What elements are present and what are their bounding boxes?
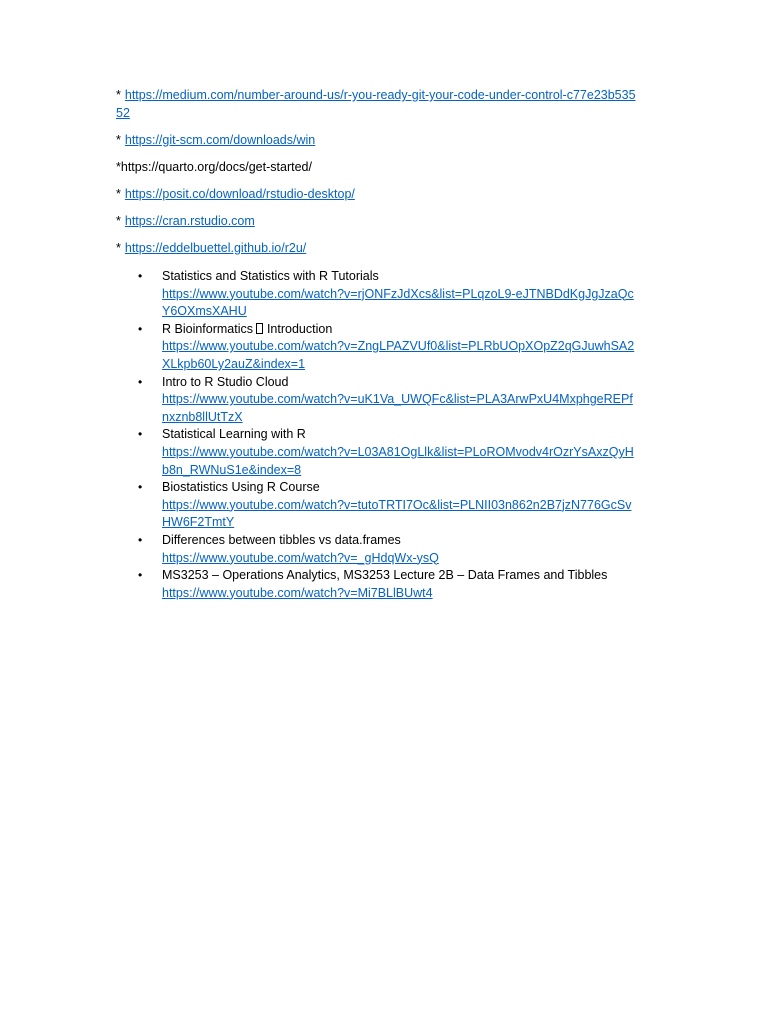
link-line-posit: [116, 186, 636, 204]
quarto-url-text: https://quarto.org/docs/get-started/: [120, 159, 312, 174]
list-item: [116, 268, 636, 321]
list-item: [116, 532, 636, 567]
bullet-icon: •: [138, 532, 143, 547]
list-item: [116, 321, 636, 374]
asterisk-prefix: *: [116, 213, 121, 228]
list-item-title: [162, 321, 636, 339]
link-eddelbuettel-r2u[interactable]: https://eddelbuettel.github.io/r2u/: [124, 240, 307, 255]
list-item-link[interactable]: https://www.youtube.com/watch?v=Mi7BLlBUwt4: [162, 585, 433, 600]
list-item-link[interactable]: https://www.youtube.com/watch?v=uK1Va_UWQFc&list=PLA3ArwPxU4MxphgeREPfnxznb8llUtTzX: [162, 392, 633, 424]
asterisk-prefix: *: [116, 240, 121, 255]
bullet-icon: •: [138, 480, 143, 495]
list-item-title: Statistical Learning with R: [162, 427, 306, 442]
asterisk-prefix: *: [116, 88, 121, 102]
list-item-title: MS3253 – Operations Analytics, MS3253 Lecture 2B – Data Frames and Tibbles: [162, 568, 608, 583]
bullet-icon: •: [138, 321, 143, 336]
list-item-title: Intro to R Studio Cloud: [162, 374, 289, 389]
list-item-link[interactable]: https://www.youtube.com/watch?v=ZngLPAZVUf0&list=PLRbUOpXOpZ2qGJuwhSA2XLkpb60Ly2auZ&index=1: [162, 339, 635, 371]
link-line-git-scm: [116, 132, 636, 150]
list-item-link[interactable]: https://www.youtube.com/watch?v=_gHdqWx-ysQ: [162, 550, 439, 565]
list-item-title: Differences between tibbles vs data.frames: [162, 532, 401, 547]
bullet-icon: •: [138, 374, 143, 389]
list-item-title: Biostatistics Using R Course: [162, 480, 320, 495]
text-line-quarto: [116, 159, 636, 177]
link-posit-rstudio-desktop[interactable]: https://posit.co/download/rstudio-desktop/: [124, 186, 355, 201]
bullet-icon: •: [138, 427, 143, 442]
document-body: [116, 87, 636, 602]
asterisk-prefix: *: [116, 159, 121, 174]
link-cran-rstudio[interactable]: https://cran.rstudio.com: [124, 213, 255, 228]
list-item-link[interactable]: https://www.youtube.com/watch?v=tutoTRTI7Oc&list=PLNII03n862n2B7jzN776GcSvHW6F2TmtY: [162, 497, 632, 530]
asterisk-prefix: *: [116, 186, 121, 201]
list-item: [116, 479, 636, 532]
list-item-title: Statistics and Statistics with R Tutorials: [162, 269, 379, 283]
list-item: [116, 374, 636, 427]
list-item: [116, 426, 636, 479]
list-item-title-start: R Bioinformatics: [162, 321, 257, 336]
link-medium-git-article[interactable]: https://medium.com/number-around-us/r-you-ready-git-your-code-under-control-c77e23b53552: [116, 88, 636, 120]
link-line-cran: [116, 213, 636, 231]
link-git-scm-downloads[interactable]: https://git-scm.com/downloads/win: [124, 132, 316, 147]
bullet-icon: •: [138, 269, 143, 283]
bullet-icon: •: [138, 568, 143, 583]
video-tutorial-list: [116, 268, 636, 602]
list-item-link[interactable]: https://www.youtube.com/watch?v=L03A81OgLlk&list=PLoROMvodv4rOzrYsAxzQyHb8n_RWNuS1e&index=8: [162, 444, 634, 477]
link-line-r2u: [116, 240, 636, 258]
list-item-title-end: Introduction: [263, 321, 333, 336]
list-item-link[interactable]: https://www.youtube.com/watch?v=rjONFzJdXcs&list=PLqzoL9-eJTNBDdKgJgJzaQcY6OXmsXAHU: [162, 286, 634, 319]
list-item: [116, 567, 636, 602]
asterisk-prefix: *: [116, 132, 121, 147]
link-line-medium: [116, 87, 636, 122]
